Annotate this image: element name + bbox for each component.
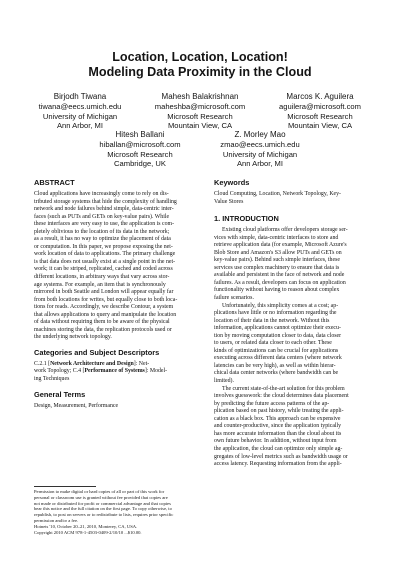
intro-line: key-value pairs). Behind such simple interfaces, these	[214, 257, 340, 264]
abstract-line: work; it can be striped, replicated, cached and coded across	[34, 266, 173, 273]
intro-line: kinds of optimizations can be crucial for applications	[214, 347, 339, 354]
intro-paragraph	[214, 227, 386, 302]
intro-line: plication based on past history, while treating the appli-	[214, 408, 344, 415]
footnote-line: Copyright 2010 ACM 978-1-4503-0409-2/10/10 ...$10.00.	[34, 529, 142, 535]
footnote-line: Permission to make digital or hard copies of all or part of this work for	[34, 489, 165, 494]
abstract-line: Cloud applications have increasingly come to rely on dis-	[34, 191, 169, 197]
abstract-line: different locations, in arbitrary ways that vary across stor-	[34, 274, 170, 281]
abstract-line: of data without requiring them to be aware of the physical	[34, 319, 170, 326]
keywords-line: Value Stores	[214, 198, 244, 205]
intro-paragraph	[214, 303, 386, 386]
intro-line: involves guesswork: the cloud determines data placement	[214, 393, 349, 400]
abstract-line: tions for reads. Accordingly, we describe Contour, a system	[34, 304, 174, 311]
author-affiliation: Microsoft Research	[167, 111, 233, 121]
intro-line: gregates of low-level metrics such as bandwidth usage or	[214, 453, 348, 460]
keywords-heading: Keywords	[214, 178, 250, 187]
intro-line: latencies can be very high), as well as within hierar-	[214, 362, 336, 369]
introduction-heading: 1. INTRODUCTION	[214, 214, 279, 224]
author-name: Birjodh Tiwana	[53, 92, 107, 101]
intro-line: plications have little or no information regarding the	[214, 310, 337, 317]
abstract-line: as a result, it has no way to optimize the placement of data	[34, 236, 171, 243]
abstract-line: tributed storage systems that hide the complexity of handling	[34, 198, 177, 205]
author-block	[200, 130, 320, 169]
abstract-line: the underlying network topology.	[34, 334, 112, 341]
footnote-line: not made or distributed for profit or commercial advantage and that copies	[34, 500, 171, 506]
author-location: Ann Arbor, MI	[236, 159, 283, 168]
intro-line: by predicting the future access patterns of the ap-	[214, 400, 330, 407]
footnote-line: permission and/or a fee.	[34, 517, 79, 523]
intro-line: Unfortunately, this simplicity comes at a cost; ap-	[222, 302, 339, 309]
intro-line: retrieve application data (for example, Microsoft Azure's	[214, 242, 347, 249]
abstract-line: these interfaces are very easy to use, the application is com-	[34, 221, 175, 228]
abstract-line: or computation. In this paper, we propose exposing the net-	[34, 243, 173, 250]
author-email[interactable]: maheshba@microsoft.com	[154, 102, 246, 111]
category-name: Performance of Systems	[84, 368, 145, 375]
author-email[interactable]: hiballan@microsoft.com	[99, 140, 181, 149]
intro-line: services use complex machinery to ensure that data is	[214, 264, 340, 271]
intro-line: has more accurate information than the cloud about its	[214, 430, 342, 437]
intro-line: Existing cloud platforms offer developers storage ser-	[222, 227, 348, 234]
copyright-footnote	[34, 489, 204, 535]
author-location: Mountain View, CA	[287, 121, 353, 130]
author-location: Mountain View, CA	[167, 121, 233, 130]
abstract-body	[34, 191, 204, 342]
author-affiliation: University of Michigan	[42, 111, 118, 121]
keywords-line: Cloud Computing, Location, Network Topology, Key-	[214, 191, 342, 197]
author-email[interactable]: zmao@eecs.umich.edu	[220, 140, 300, 149]
intro-line: limited).	[214, 378, 234, 385]
paper-title-line-1: Location, Location, Location!	[112, 50, 288, 64]
intro-line: failure scenarios.	[214, 295, 254, 302]
author-block	[140, 92, 260, 131]
author-name: Hitesh Ballani	[115, 130, 165, 139]
footnote-line: Hotnets '10, October 20–21, 2010, Monterey, CA, USA.	[34, 523, 138, 529]
author-block	[80, 130, 200, 169]
abstract-line: faces (such as PUTs and GETs on key-value pairs). While	[34, 213, 170, 220]
category-name: Network Architecture and Design	[50, 360, 134, 367]
author-location: Ann Arbor, MI	[56, 121, 103, 130]
abstract-line: network and node failures behind simple, data-centric inter-	[34, 206, 174, 213]
author-block	[260, 92, 380, 131]
intro-line: and counter-productive, since the application typically	[214, 423, 342, 430]
abstract-line: mirrored in both Seattle and London will appear equally far	[34, 289, 174, 296]
intro-line: information, applications cannot optimize their execu-	[214, 325, 341, 332]
footnote-line: personal or classroom use is granted without fee provided that copies are	[34, 494, 168, 500]
author-affiliation: Microsoft Research	[107, 149, 173, 159]
abstract-heading: ABSTRACT	[34, 178, 75, 187]
general-terms-body: Design, Measurement, Performance	[34, 402, 119, 409]
intro-line: to users, or related data closer to each other. These	[214, 340, 332, 347]
introduction-body	[214, 227, 386, 469]
categories-text: ]: Model-	[144, 368, 168, 375]
intro-line: tion by moving computation closer to data, data closer	[214, 332, 342, 339]
author-name: Marcos K. Aguilera	[286, 92, 354, 101]
categories-text: ing Techniques	[34, 376, 70, 383]
footnote-line: republish, to post on servers or to redistribute to lists, requires prior specific	[34, 512, 174, 518]
intro-line: chical data center networks (where bandwidth can be	[214, 370, 339, 377]
footnote-line: bear this notice and the full citation on the first page. To copy otherwise, to	[34, 506, 172, 512]
intro-line: The current state-of-the-art solution for this problem	[222, 385, 345, 392]
intro-paragraph	[214, 386, 386, 469]
intro-line: location of their data in the network. Without this	[214, 317, 330, 324]
abstract-line: work location of data to applications. The primary challenge	[34, 251, 176, 258]
footnote-divider	[34, 486, 96, 487]
categories-body	[34, 361, 204, 384]
left-column	[34, 178, 204, 410]
intro-line: functionality without having to reason about complex	[214, 287, 340, 294]
intro-line: failures. As a result, developers can focus on application	[214, 279, 346, 286]
categories-heading: Categories and Subject Descriptors	[34, 347, 160, 357]
author-location: Cambridge, UK	[114, 159, 166, 168]
author-email[interactable]: tiwana@eecs.umich.edu	[38, 102, 122, 111]
intro-line: executing across different data centers (where network	[214, 355, 342, 362]
intro-line: own future behavior. In addition, without input from	[214, 438, 337, 445]
abstract-line: age systems. For example, an item that is synchronously	[34, 281, 166, 288]
author-email[interactable]: aguilera@microsoft.com	[279, 102, 361, 111]
intro-line: access latency. Requesting information from the appli-	[214, 461, 342, 468]
keywords-body	[214, 191, 386, 206]
abstract-line: is that data does not usually exist at a single point in the net-	[34, 258, 176, 265]
intro-line: cation as a black box. This approach can be expensive	[214, 415, 341, 422]
author-name: Z. Morley Mao	[234, 130, 286, 139]
intro-line: the application, the cloud can optimize only simple ag-	[214, 445, 343, 452]
intro-line: Blob Store and Amazon's S3 allow PUTs and GETs on	[214, 249, 342, 256]
abstract-line: pletely oblivious to the location of its data in the network;	[34, 228, 170, 235]
intro-line: vices with simple, data-centric interfaces to store and	[214, 234, 339, 241]
author-block	[20, 92, 140, 131]
categories-text: C.2.1 [	[34, 360, 51, 367]
abstract-line: that allows applications to query and manipulate the location	[34, 311, 177, 318]
paper-title-line-2: Modeling Data Proximity in the Cloud	[88, 65, 312, 79]
author-name: Mahesh Balakrishnan	[161, 92, 239, 101]
right-column	[214, 178, 386, 469]
categories-text: work Topology; C.4 [	[34, 368, 85, 375]
abstract-line: from both locations for writes, but equally close to both loca-	[34, 296, 178, 303]
general-terms-heading: General Terms	[34, 389, 86, 399]
author-affiliation: University of Michigan	[222, 149, 298, 159]
author-affiliation: Microsoft Research	[287, 111, 353, 121]
abstract-line: machines storing the data, the replication protocols used or	[34, 326, 172, 333]
categories-text: ]: Net-	[133, 360, 150, 367]
intro-line: available and persistent in the face of network and node	[214, 272, 345, 279]
